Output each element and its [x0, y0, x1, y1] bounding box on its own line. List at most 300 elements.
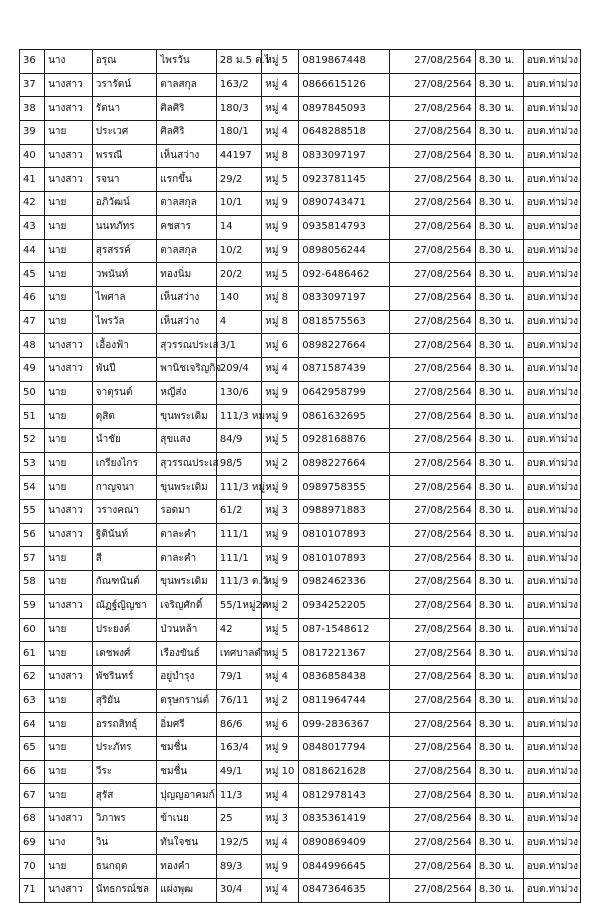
row-number-cell: 67 — [20, 784, 45, 808]
appointment-date-cell: 27/08/2564 — [389, 50, 475, 74]
table-row — [20, 476, 581, 500]
house-number-cell: 111/3 หม — [216, 405, 261, 429]
village-moo-cell: หมู่ 5 — [262, 50, 299, 74]
row-number-cell: 46 — [20, 286, 45, 310]
last-name-cell: เห็นสว่าง — [157, 286, 217, 310]
appointment-date-cell: 27/08/2564 — [389, 73, 475, 97]
first-name-cell: ประยงค์ — [92, 618, 156, 642]
table-row — [20, 452, 581, 476]
location-cell: อบต.ท่าม่วง — [523, 50, 580, 74]
last-name-cell: อิ่มศรี — [157, 713, 217, 737]
house-number-cell: 11/3 — [216, 784, 261, 808]
appointment-date-cell: 27/08/2564 — [389, 144, 475, 168]
appointment-date-cell: 27/08/2564 — [389, 808, 475, 832]
table-row — [20, 500, 581, 524]
phone-number-cell: 0810107893 — [299, 523, 390, 547]
appointment-time-cell: 8.30 น. — [475, 736, 523, 760]
village-moo-cell: หมู่ 9 — [262, 239, 299, 263]
table-row — [20, 50, 581, 74]
name-title-cell: นาย — [45, 689, 93, 713]
first-name-cell: วิน — [92, 831, 156, 855]
name-title-cell: นาย — [45, 286, 93, 310]
location-cell: อบต.ท่าม่วง — [523, 429, 580, 453]
last-name-cell: ปุญญอาคมก์ — [157, 784, 217, 808]
row-number-cell: 70 — [20, 855, 45, 879]
house-number-cell: 111/3 ต.วั — [216, 571, 261, 595]
row-number-cell: 69 — [20, 831, 45, 855]
location-cell: อบต.ท่าม่วง — [523, 334, 580, 358]
table-row — [20, 642, 581, 666]
name-title-cell: นาง — [45, 50, 93, 74]
name-title-cell: นางสาว — [45, 665, 93, 689]
name-title-cell: นางสาว — [45, 357, 93, 381]
name-title-cell: นางสาว — [45, 808, 93, 832]
house-number-cell: 44197 — [216, 144, 261, 168]
row-number-cell: 45 — [20, 263, 45, 287]
appointment-time-cell: 8.30 น. — [475, 286, 523, 310]
table-row — [20, 97, 581, 121]
house-number-cell: 14 — [216, 215, 261, 239]
appointment-date-cell: 27/08/2564 — [389, 665, 475, 689]
appointment-time-cell: 8.30 น. — [475, 97, 523, 121]
village-moo-cell: หมู่ 2 — [262, 452, 299, 476]
appointment-time-cell: 8.30 น. — [475, 547, 523, 571]
table-row — [20, 192, 581, 216]
table-row — [20, 523, 581, 547]
last-name-cell: เจริญศักดิ์ — [157, 594, 217, 618]
first-name-cell: ณัฏฐ์ญิญชา — [92, 594, 156, 618]
name-title-cell: นาย — [45, 736, 93, 760]
name-title-cell: นาย — [45, 381, 93, 405]
village-moo-cell: หมู่ 9 — [262, 855, 299, 879]
house-number-cell: 89/3 — [216, 855, 261, 879]
first-name-cell: จาตุรนต์ — [92, 381, 156, 405]
appointment-date-cell: 27/08/2564 — [389, 192, 475, 216]
table-row — [20, 760, 581, 784]
name-title-cell: นาย — [45, 239, 93, 263]
appointment-date-cell: 27/08/2564 — [389, 429, 475, 453]
row-number-cell: 52 — [20, 429, 45, 453]
appointment-time-cell: 8.30 น. — [475, 121, 523, 145]
location-cell: อบต.ท่าม่วง — [523, 239, 580, 263]
phone-number-cell: 0848017794 — [299, 736, 390, 760]
phone-number-cell: 0923781145 — [299, 168, 390, 192]
appointment-date-cell: 27/08/2564 — [389, 618, 475, 642]
village-moo-cell: หมู่ 9 — [262, 571, 299, 595]
name-title-cell: นาย — [45, 571, 93, 595]
house-number-cell: 163/4 — [216, 736, 261, 760]
house-number-cell: 111/3 หมู่ — [216, 476, 261, 500]
appointment-time-cell: 8.30 น. — [475, 310, 523, 334]
phone-number-cell: 0866615126 — [299, 73, 390, 97]
row-number-cell: 58 — [20, 571, 45, 595]
location-cell: อบต.ท่าม่วง — [523, 760, 580, 784]
village-moo-cell: หมู่ 9 — [262, 215, 299, 239]
appointment-time-cell: 8.30 น. — [475, 808, 523, 832]
location-cell: อบต.ท่าม่วง — [523, 594, 580, 618]
appointment-date-cell: 27/08/2564 — [389, 571, 475, 595]
village-moo-cell: หมู่ 5 — [262, 429, 299, 453]
name-title-cell: นาย — [45, 192, 93, 216]
appointment-time-cell: 8.30 น. — [475, 689, 523, 713]
house-number-cell: 84/9 — [216, 429, 261, 453]
first-name-cell: สี — [92, 547, 156, 571]
appointment-date-cell: 27/08/2564 — [389, 357, 475, 381]
first-name-cell: วรางคณา — [92, 500, 156, 524]
first-name-cell: ไพรวัล — [92, 310, 156, 334]
table-row — [20, 547, 581, 571]
house-number-cell: 61/2 — [216, 500, 261, 524]
last-name-cell: สุขแสง — [157, 429, 217, 453]
village-moo-cell: หมู่ 4 — [262, 879, 299, 903]
appointment-date-cell: 27/08/2564 — [389, 879, 475, 903]
first-name-cell: สุรัส — [92, 784, 156, 808]
appointment-date-cell: 27/08/2564 — [389, 642, 475, 666]
location-cell: อบต.ท่าม่วง — [523, 144, 580, 168]
appointment-time-cell: 8.30 น. — [475, 855, 523, 879]
location-cell: อบต.ท่าม่วง — [523, 879, 580, 903]
last-name-cell: ตาลสกุล — [157, 239, 217, 263]
appointment-time-cell: 8.30 น. — [475, 168, 523, 192]
row-number-cell: 43 — [20, 215, 45, 239]
row-number-cell: 55 — [20, 500, 45, 524]
last-name-cell: ป่วนหล้า — [157, 618, 217, 642]
appointment-time-cell: 8.30 น. — [475, 429, 523, 453]
first-name-cell: วิภาพร — [92, 808, 156, 832]
phone-number-cell: 099-2836367 — [299, 713, 390, 737]
last-name-cell: ไพรวัน — [157, 50, 217, 74]
last-name-cell: ตาลสกุล — [157, 192, 217, 216]
table-row — [20, 736, 581, 760]
last-name-cell: เห็นสว่าง — [157, 144, 217, 168]
last-name-cell: ทองนิ่ม — [157, 263, 217, 287]
first-name-cell: อรุณ — [92, 50, 156, 74]
first-name-cell: ดุสิต — [92, 405, 156, 429]
last-name-cell: ขุนพระเดิม — [157, 571, 217, 595]
appointment-date-cell: 27/08/2564 — [389, 97, 475, 121]
location-cell: อบต.ท่าม่วง — [523, 476, 580, 500]
village-moo-cell: หมู่ 3 — [262, 500, 299, 524]
appointment-time-cell: 8.30 น. — [475, 73, 523, 97]
table-row — [20, 665, 581, 689]
phone-number-cell: 0811964744 — [299, 689, 390, 713]
appointment-date-cell: 27/08/2564 — [389, 784, 475, 808]
last-name-cell: ตาลสกุล — [157, 73, 217, 97]
village-moo-cell: หมู่ 2 — [262, 594, 299, 618]
house-number-cell: 30/4 — [216, 879, 261, 903]
location-cell: อบต.ท่าม่วง — [523, 192, 580, 216]
name-title-cell: นางสาว — [45, 500, 93, 524]
last-name-cell: ตาละคำ — [157, 523, 217, 547]
first-name-cell: เอื้องฟ้า — [92, 334, 156, 358]
row-number-cell: 36 — [20, 50, 45, 74]
house-number-cell: 140 — [216, 286, 261, 310]
phone-number-cell: 0890743471 — [299, 192, 390, 216]
appointment-date-cell: 27/08/2564 — [389, 855, 475, 879]
house-number-cell: 10/2 — [216, 239, 261, 263]
phone-number-cell: 0861632695 — [299, 405, 390, 429]
name-title-cell: นาย — [45, 405, 93, 429]
phone-number-cell: 0871587439 — [299, 357, 390, 381]
phone-number-cell: 0989758355 — [299, 476, 390, 500]
village-moo-cell: หมู่ 5 — [262, 642, 299, 666]
row-number-cell: 59 — [20, 594, 45, 618]
location-cell: อบต.ท่าม่วง — [523, 784, 580, 808]
appointment-time-cell: 8.30 น. — [475, 357, 523, 381]
house-number-cell: 192/5 — [216, 831, 261, 855]
row-number-cell: 42 — [20, 192, 45, 216]
phone-number-cell: 0818575563 — [299, 310, 390, 334]
row-number-cell: 39 — [20, 121, 45, 145]
house-number-cell: 20/2 — [216, 263, 261, 287]
appointment-time-cell: 8.30 น. — [475, 239, 523, 263]
first-name-cell: ประเวศ — [92, 121, 156, 145]
appointment-date-cell: 27/08/2564 — [389, 713, 475, 737]
house-number-cell: 10/1 — [216, 192, 261, 216]
appointment-date-cell: 27/08/2564 — [389, 215, 475, 239]
table-row — [20, 310, 581, 334]
appointment-time-cell: 8.30 น. — [475, 713, 523, 737]
row-number-cell: 65 — [20, 736, 45, 760]
phone-number-cell: 0844996645 — [299, 855, 390, 879]
location-cell: อบต.ท่าม่วง — [523, 121, 580, 145]
name-title-cell: นาย — [45, 215, 93, 239]
name-title-cell: นางสาว — [45, 879, 93, 903]
village-moo-cell: หมู่ 4 — [262, 784, 299, 808]
phone-number-cell: 0818621628 — [299, 760, 390, 784]
name-title-cell: นาย — [45, 121, 93, 145]
first-name-cell: นนทภัทร — [92, 215, 156, 239]
appointment-date-cell: 27/08/2564 — [389, 452, 475, 476]
last-name-cell: อยู่บำรุง — [157, 665, 217, 689]
phone-number-cell: 0934252205 — [299, 594, 390, 618]
house-number-cell: 42 — [216, 618, 261, 642]
village-moo-cell: หมู่ 9 — [262, 523, 299, 547]
appointment-time-cell: 8.30 น. — [475, 879, 523, 903]
name-title-cell: นาย — [45, 547, 93, 571]
table-row — [20, 879, 581, 903]
row-number-cell: 37 — [20, 73, 45, 97]
house-number-cell: 130/6 — [216, 381, 261, 405]
appointment-date-cell: 27/08/2564 — [389, 831, 475, 855]
appointment-time-cell: 8.30 น. — [475, 405, 523, 429]
last-name-cell: แผ่งพุฒ — [157, 879, 217, 903]
last-name-cell: ทันใจชน — [157, 831, 217, 855]
house-number-cell: 3/1 — [216, 334, 261, 358]
appointment-date-cell: 27/08/2564 — [389, 689, 475, 713]
last-name-cell: ข้าเนย — [157, 808, 217, 832]
first-name-cell: ธนกฤต — [92, 855, 156, 879]
table-row — [20, 429, 581, 453]
appointment-time-cell: 8.30 น. — [475, 760, 523, 784]
row-number-cell: 60 — [20, 618, 45, 642]
village-moo-cell: หมู่ 9 — [262, 192, 299, 216]
phone-number-cell: 0935814793 — [299, 215, 390, 239]
first-name-cell: นำชัย — [92, 429, 156, 453]
row-number-cell: 48 — [20, 334, 45, 358]
last-name-cell: ขุนพระเดิม — [157, 405, 217, 429]
table-row — [20, 571, 581, 595]
location-cell: อบต.ท่าม่วง — [523, 689, 580, 713]
phone-number-cell: 0982462336 — [299, 571, 390, 595]
location-cell: อบต.ท่าม่วง — [523, 381, 580, 405]
row-number-cell: 62 — [20, 665, 45, 689]
table-row — [20, 144, 581, 168]
registration-table — [19, 49, 581, 903]
village-moo-cell: หมู่ 9 — [262, 736, 299, 760]
village-moo-cell: หมู่ 5 — [262, 618, 299, 642]
phone-number-cell: 0835361419 — [299, 808, 390, 832]
name-title-cell: นาง — [45, 831, 93, 855]
name-title-cell: นาย — [45, 642, 93, 666]
first-name-cell: วีระ — [92, 760, 156, 784]
phone-number-cell: 0898227664 — [299, 334, 390, 358]
phone-number-cell: 0817221367 — [299, 642, 390, 666]
row-number-cell: 63 — [20, 689, 45, 713]
table-row — [20, 618, 581, 642]
appointment-date-cell: 27/08/2564 — [389, 310, 475, 334]
row-number-cell: 54 — [20, 476, 45, 500]
table-row — [20, 594, 581, 618]
phone-number-cell: 0810107893 — [299, 547, 390, 571]
village-moo-cell: หมู่ 4 — [262, 121, 299, 145]
phone-number-cell: 0833097197 — [299, 144, 390, 168]
row-number-cell: 44 — [20, 239, 45, 263]
location-cell: อบต.ท่าม่วง — [523, 713, 580, 737]
table-row — [20, 713, 581, 737]
location-cell: อบต.ท่าม่วง — [523, 831, 580, 855]
table-row — [20, 831, 581, 855]
house-number-cell: 111/1 — [216, 547, 261, 571]
table-row — [20, 381, 581, 405]
house-number-cell: 25 — [216, 808, 261, 832]
row-number-cell: 51 — [20, 405, 45, 429]
first-name-cell: วรารัตน์ — [92, 73, 156, 97]
row-number-cell: 66 — [20, 760, 45, 784]
phone-number-cell: 0648288518 — [299, 121, 390, 145]
appointment-date-cell: 27/08/2564 — [389, 476, 475, 500]
phone-number-cell: 0898227664 — [299, 452, 390, 476]
table-body — [20, 50, 581, 903]
last-name-cell: ศิลศิริ — [157, 121, 217, 145]
village-moo-cell: หมู่ 6 — [262, 713, 299, 737]
phone-number-cell: 092-6486462 — [299, 263, 390, 287]
house-number-cell: 180/3 — [216, 97, 261, 121]
appointment-date-cell: 27/08/2564 — [389, 381, 475, 405]
table-row — [20, 168, 581, 192]
last-name-cell: เห็นสว่าง — [157, 310, 217, 334]
last-name-cell: สุวรรณประเส — [157, 452, 217, 476]
phone-number-cell: 0928168876 — [299, 429, 390, 453]
row-number-cell: 71 — [20, 879, 45, 903]
row-number-cell: 47 — [20, 310, 45, 334]
location-cell: อบต.ท่าม่วง — [523, 215, 580, 239]
name-title-cell: นางสาว — [45, 523, 93, 547]
house-number-cell: 180/1 — [216, 121, 261, 145]
house-number-cell: 4 — [216, 310, 261, 334]
name-title-cell: นางสาว — [45, 334, 93, 358]
village-moo-cell: หมู่ 3 — [262, 808, 299, 832]
row-number-cell: 38 — [20, 97, 45, 121]
location-cell: อบต.ท่าม่วง — [523, 405, 580, 429]
village-moo-cell: หมู่ 6 — [262, 334, 299, 358]
last-name-cell: คชสาร — [157, 215, 217, 239]
village-moo-cell: หมู่ 8 — [262, 310, 299, 334]
last-name-cell: พานิชเจริญกิจ — [157, 357, 217, 381]
name-title-cell: นาย — [45, 618, 93, 642]
row-number-cell: 53 — [20, 452, 45, 476]
location-cell: อบต.ท่าม่วง — [523, 286, 580, 310]
house-number-cell: 76/11 — [216, 689, 261, 713]
name-title-cell: นางสาว — [45, 97, 93, 121]
last-name-cell: ขุนพระเดิม — [157, 476, 217, 500]
last-name-cell: เรืองขันธ์ — [157, 642, 217, 666]
location-cell: อบต.ท่าม่วง — [523, 855, 580, 879]
table-row — [20, 689, 581, 713]
location-cell: อบต.ท่าม่วง — [523, 618, 580, 642]
appointment-time-cell: 8.30 น. — [475, 215, 523, 239]
appointment-time-cell: 8.30 น. — [475, 50, 523, 74]
village-moo-cell: หมู่ 5 — [262, 168, 299, 192]
first-name-cell: นัทธกรณ์ชล — [92, 879, 156, 903]
appointment-date-cell: 27/08/2564 — [389, 263, 475, 287]
first-name-cell: สุริยัน — [92, 689, 156, 713]
village-moo-cell: หมู่ 8 — [262, 144, 299, 168]
house-number-cell: 163/2 — [216, 73, 261, 97]
appointment-time-cell: 8.30 น. — [475, 192, 523, 216]
appointment-date-cell: 27/08/2564 — [389, 760, 475, 784]
phone-number-cell: 0833097197 — [299, 286, 390, 310]
row-number-cell: 40 — [20, 144, 45, 168]
house-number-cell: 111/1 — [216, 523, 261, 547]
location-cell: อบต.ท่าม่วง — [523, 263, 580, 287]
house-number-cell: เทศบาลตำ — [216, 642, 261, 666]
appointment-time-cell: 8.30 น. — [475, 571, 523, 595]
location-cell: อบต.ท่าม่วง — [523, 168, 580, 192]
first-name-cell: กาญจนา — [92, 476, 156, 500]
name-title-cell: นาย — [45, 855, 93, 879]
first-name-cell: อรรถสิทธุ์ — [92, 713, 156, 737]
last-name-cell: ศิลศิริ — [157, 97, 217, 121]
appointment-time-cell: 8.30 น. — [475, 452, 523, 476]
last-name-cell: ชมชื่น — [157, 760, 217, 784]
appointment-date-cell: 27/08/2564 — [389, 500, 475, 524]
name-title-cell: นางสาว — [45, 144, 93, 168]
first-name-cell: พันปี — [92, 357, 156, 381]
village-moo-cell: หมู่ 4 — [262, 831, 299, 855]
village-moo-cell: หมู่ 4 — [262, 73, 299, 97]
appointment-time-cell: 8.30 น. — [475, 381, 523, 405]
appointment-time-cell: 8.30 น. — [475, 594, 523, 618]
appointment-date-cell: 27/08/2564 — [389, 168, 475, 192]
first-name-cell: รัตนา — [92, 97, 156, 121]
first-name-cell: เกรียงไกร — [92, 452, 156, 476]
first-name-cell: วพนันท์ — [92, 263, 156, 287]
phone-number-cell: 0898056244 — [299, 239, 390, 263]
last-name-cell: แรกขึ้น — [157, 168, 217, 192]
name-title-cell: นาย — [45, 476, 93, 500]
first-name-cell: พรรณี — [92, 144, 156, 168]
appointment-time-cell: 8.30 น. — [475, 500, 523, 524]
location-cell: อบต.ท่าม่วง — [523, 500, 580, 524]
house-number-cell: 98/5 — [216, 452, 261, 476]
appointment-date-cell: 27/08/2564 — [389, 121, 475, 145]
row-number-cell: 50 — [20, 381, 45, 405]
appointment-date-cell: 27/08/2564 — [389, 405, 475, 429]
last-name-cell: ชมชื่น — [157, 736, 217, 760]
appointment-date-cell: 27/08/2564 — [389, 547, 475, 571]
name-title-cell: นาย — [45, 713, 93, 737]
